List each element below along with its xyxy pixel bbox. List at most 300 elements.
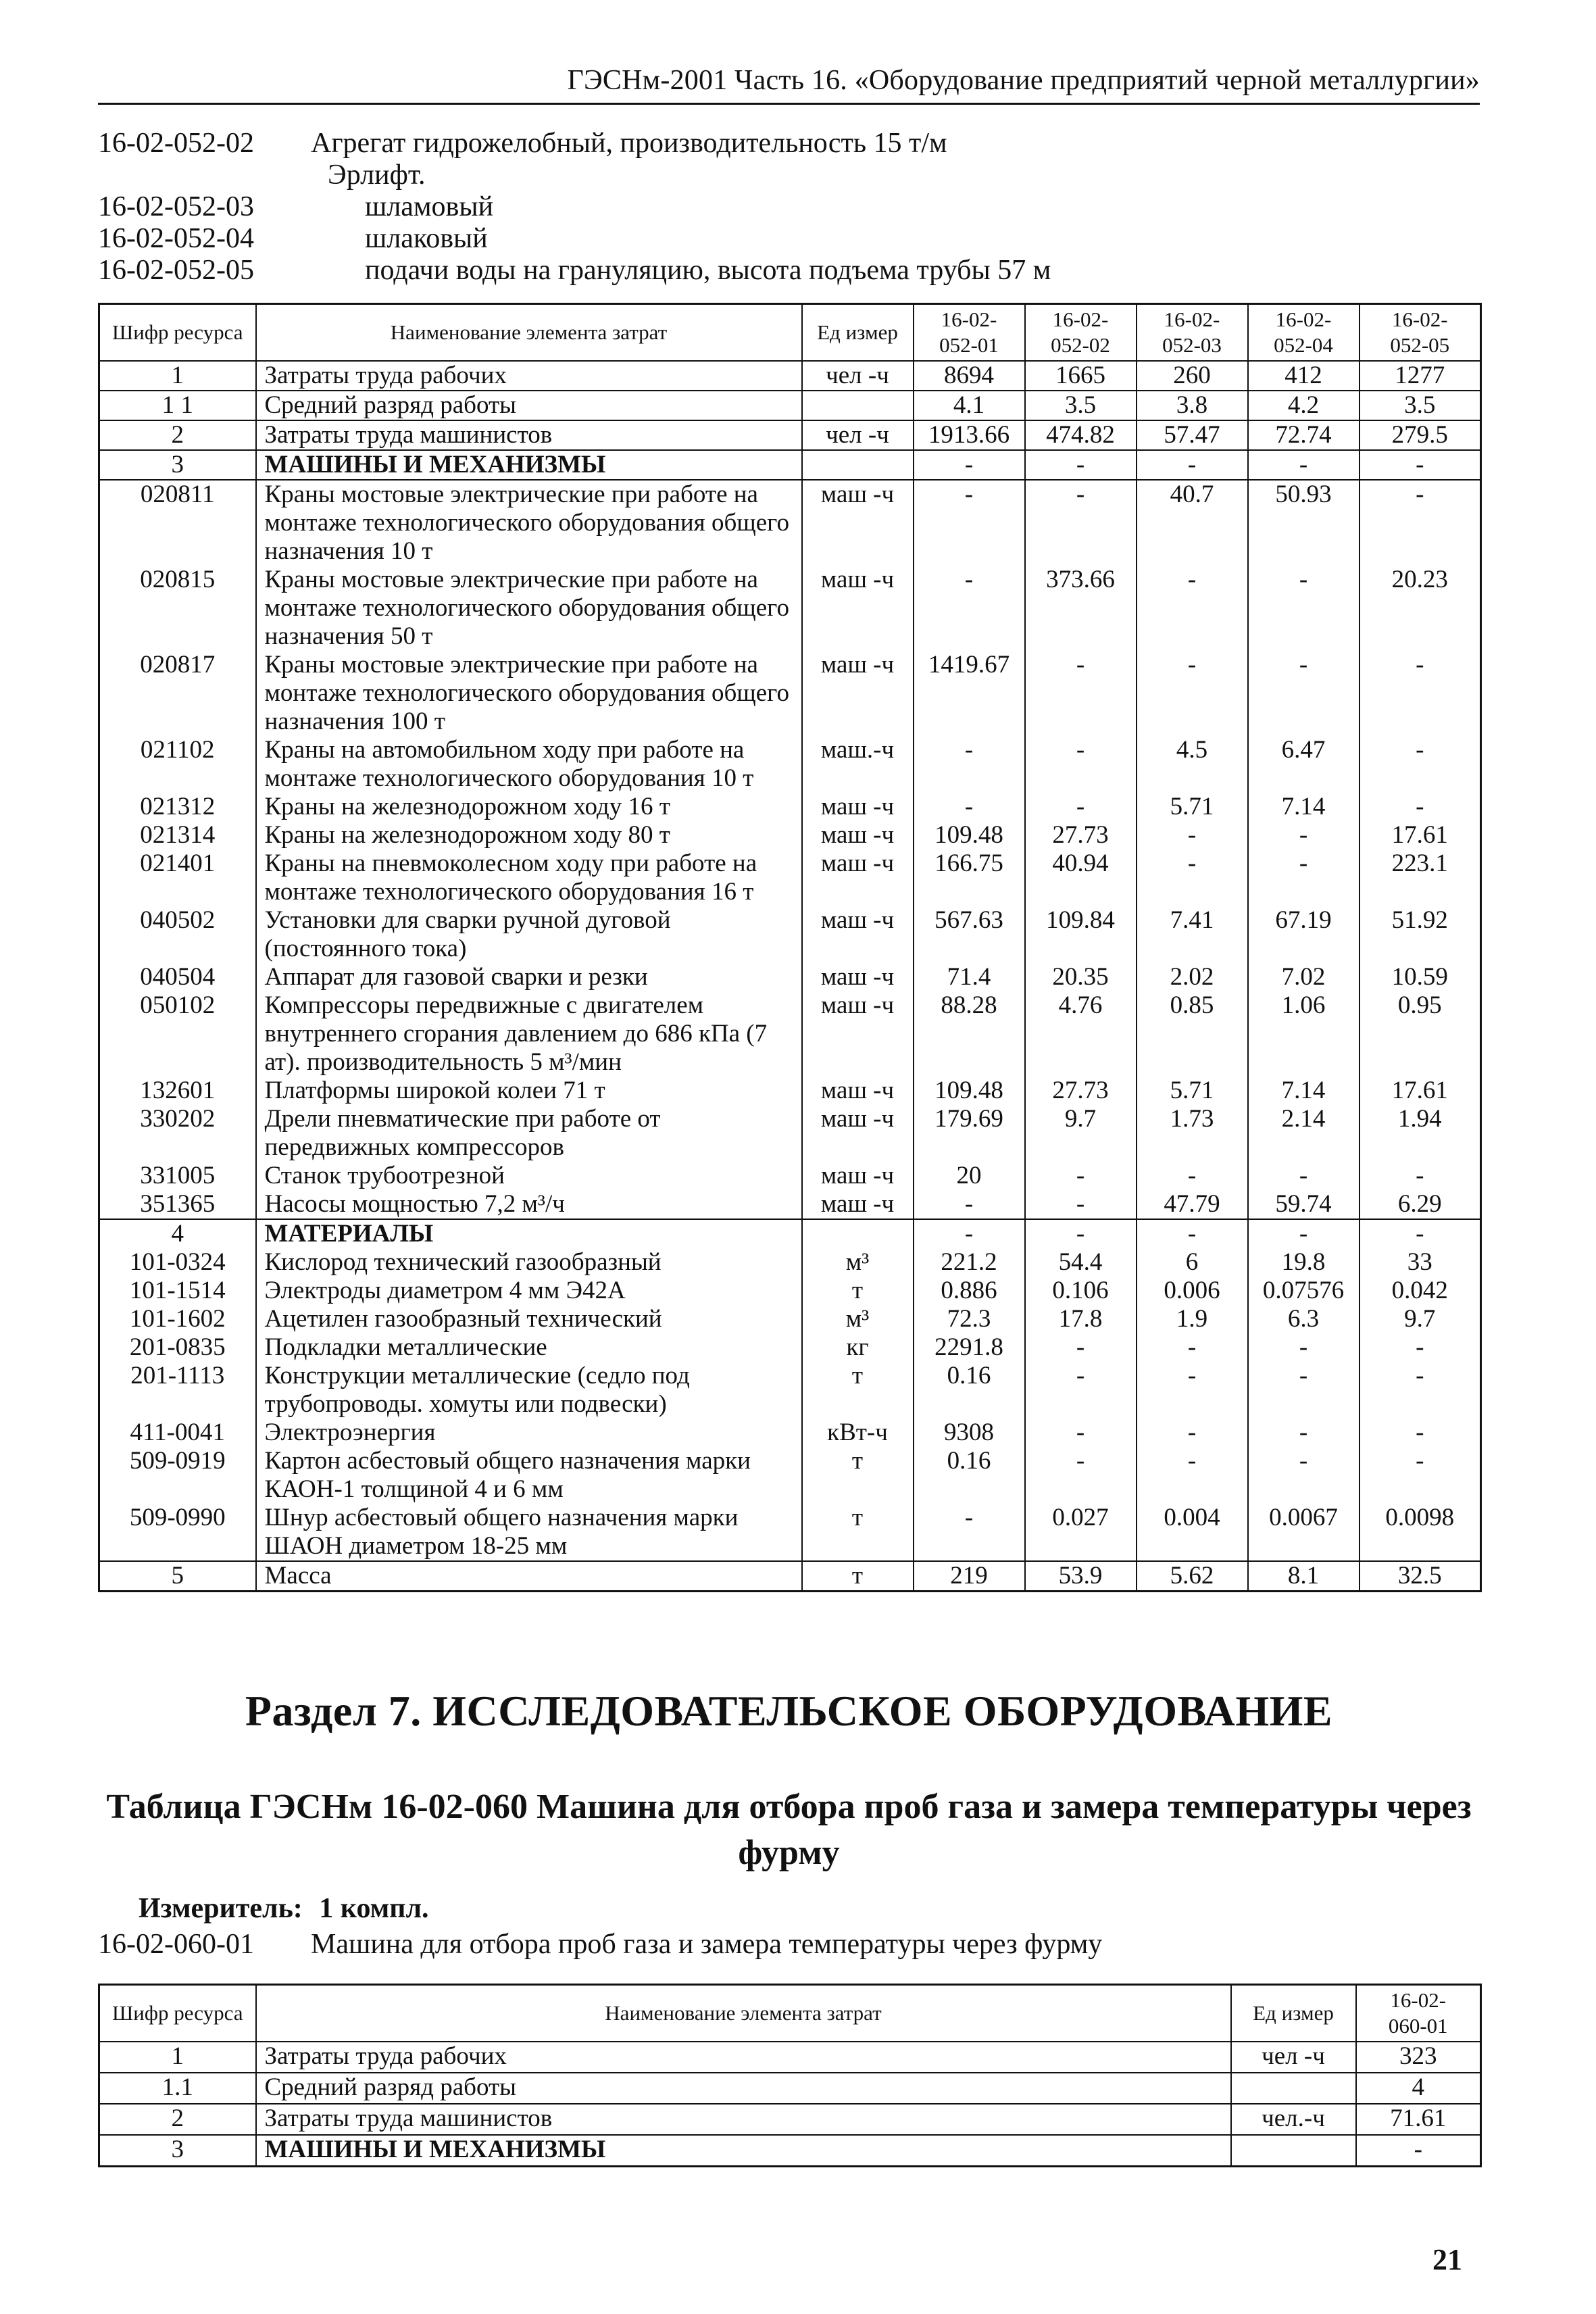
unit-cell: маш -ч [802,991,914,1077]
code-row-desc: подачи воды на грануляцию, высота подъема трубы 57 м [365,255,1051,286]
code-row-code: 16-02-052-05 [98,255,254,286]
value-cell: - [1025,1362,1137,1419]
resource-name-cell: Краны на железнодорожном ходу 16 т [256,793,802,821]
value-cell: 50.93 [1248,480,1360,566]
value-cell: - [914,1504,1025,1561]
value-cell: 7.41 [1137,906,1248,963]
value-cell: - [1025,480,1137,566]
value-cell: - [1360,736,1481,793]
value-cell: 40.94 [1025,850,1137,906]
value-cell: 323 [1356,2042,1481,2073]
value-cell: 567.63 [914,906,1025,963]
unit-cell: маш -ч [802,906,914,963]
value-cell: 412 [1248,361,1360,391]
value-cell: 166.75 [914,850,1025,906]
resource-name-cell: Краны на автомобильном ходу при работе на монтаже технологического оборудования 10 т [256,736,802,793]
table-row [99,1105,1481,1162]
unit-cell: кг [802,1333,914,1362]
table-row [99,2073,1481,2104]
value-cell: 19.8 [1248,1248,1360,1277]
value-cell: 0.95 [1360,991,1481,1077]
value-cell: - [1137,1162,1248,1190]
value-cell: - [1025,793,1137,821]
unit-cell: т [802,1447,914,1504]
table-header-cell: 16-02- 052-04 [1248,304,1360,362]
unit-cell: маш -ч [802,1190,914,1219]
value-cell: 4.76 [1025,991,1137,1077]
table-header-cell: 16-02- 052-03 [1137,304,1248,362]
value-cell: - [1248,1362,1360,1419]
value-cell: 51.92 [1360,906,1481,963]
value-cell: - [1025,1190,1137,1219]
table-header-cell: Наименование элемента затрат [256,1985,1231,2042]
value-cell: 20 [914,1162,1025,1190]
value-cell: 4.5 [1137,736,1248,793]
value-cell: - [1137,566,1248,651]
unit-cell: чел.-ч [1231,2104,1356,2135]
value-cell: - [1248,450,1360,480]
table-header-cell: 16-02- 052-02 [1025,304,1137,362]
value-cell: 109.48 [914,1077,1025,1105]
value-cell: 3.8 [1137,391,1248,420]
value-cell: - [1360,1419,1481,1447]
value-cell: - [1248,821,1360,850]
code-row-desc: Агрегат гидрожелобный, производительность 15 т/м [311,128,947,159]
table-row [99,1362,1481,1419]
unit-cell: чел -ч [1231,2042,1356,2073]
unit-cell: маш -ч [802,793,914,821]
table-title-line1: Таблица ГЭСНм 16-02-060 Машина для отбора проб газа и замера температуры через [106,1788,1472,1826]
table-title-line2: фурму [738,1833,840,1872]
value-cell: - [1360,450,1481,480]
value-cell: 279.5 [1360,420,1481,450]
value-cell: - [1360,1362,1481,1419]
table-row [99,651,1481,736]
resource-code-cell: 4 [99,1219,256,1248]
value-cell: 32.5 [1360,1561,1481,1592]
resource-name-cell: Затраты труда рабочих [256,361,802,391]
value-cell: 109.48 [914,821,1025,850]
resource-code-cell: 101-1602 [99,1305,256,1333]
value-cell: - [914,1219,1025,1248]
resource-code-cell: 201-0835 [99,1333,256,1362]
value-cell: 9.7 [1025,1105,1137,1162]
value-cell: 0.0098 [1360,1504,1481,1561]
code-row [98,254,1480,286]
unit-cell: м³ [802,1248,914,1277]
resource-name-cell: Насосы мощностью 7,2 м³/ч [256,1190,802,1219]
table-header-cell: 16-02- 052-05 [1360,304,1481,362]
value-cell: 6 [1137,1248,1248,1277]
value-cell: 474.82 [1025,420,1137,450]
resource-name-cell: Краны на железнодорожном ходу 80 т [256,821,802,850]
value-cell: 20.35 [1025,963,1137,991]
value-cell: 57.47 [1137,420,1248,450]
table-header-cell: Шифр ресурса [99,1985,256,2042]
resource-name-cell: Картон асбестовый общего назначения марки КАОН-1 толщиной 4 и 6 мм [256,1447,802,1504]
code-list [98,127,1480,286]
resource-name-cell: Затраты труда машинистов [256,2104,1231,2135]
unit-cell [802,391,914,420]
value-cell: - [1025,1219,1137,1248]
resource-code-cell: 132601 [99,1077,256,1105]
table-row [99,2104,1481,2135]
value-cell: 4 [1356,2073,1481,2104]
table-row [99,1333,1481,1362]
value-cell: 27.73 [1025,1077,1137,1105]
value-cell: 0.16 [914,1362,1025,1419]
value-cell: 10.59 [1360,963,1481,991]
resource-code-cell: 040504 [99,963,256,991]
resource-name-cell: Затраты труда рабочих [256,2042,1231,2073]
value-cell: 17.61 [1360,1077,1481,1105]
unit-cell [802,450,914,480]
table-row [99,566,1481,651]
resource-code-cell: 201-1113 [99,1362,256,1419]
resource-name-cell: Краны на пневмоколесном ходу при работе на монтаже технологического оборудования 16 т [256,850,802,906]
value-cell: 1419.67 [914,651,1025,736]
table-title [98,1784,1480,1876]
value-cell: - [1137,821,1248,850]
value-cell: 5.71 [1137,793,1248,821]
resource-code-cell: 330202 [99,1105,256,1162]
meter-desc: Машина для отбора проб газа и замера температуры через фурму [311,1929,1103,1960]
value-cell: 3.5 [1360,391,1481,420]
value-cell: - [1137,1419,1248,1447]
unit-cell: маш.-ч [802,736,914,793]
unit-cell: маш -ч [802,821,914,850]
resource-name-cell: Масса [256,1561,802,1592]
table-row [99,850,1481,906]
code-row-desc: шламовый [365,191,494,222]
value-cell: - [914,480,1025,566]
unit-cell: м³ [802,1305,914,1333]
value-cell: 59.74 [1248,1190,1360,1219]
resource-code-cell: 101-1514 [99,1277,256,1305]
resource-name-cell: Компрессоры передвижные с двигателем внутреннего сгорания давлением до 686 кПа (7 ат). производительность 5 м³/мин [256,991,802,1077]
unit-cell [802,1219,914,1248]
resource-table-060 [98,1984,1482,2167]
table-row [99,1277,1481,1305]
value-cell: 109.84 [1025,906,1137,963]
page-number: 21 [1432,2243,1462,2276]
unit-cell: маш -ч [802,566,914,651]
value-cell: 67.19 [1248,906,1360,963]
code-row-desc: шлаковый [365,223,488,254]
resource-code-cell: 1 1 [99,391,256,420]
value-cell: 3.5 [1025,391,1137,420]
table-row [99,1190,1481,1219]
value-cell: - [1360,1162,1481,1190]
resource-code-cell: 351365 [99,1190,256,1219]
value-cell: 6.3 [1248,1305,1360,1333]
value-cell: 0.0067 [1248,1504,1360,1561]
unit-cell: кВт-ч [802,1419,914,1447]
resource-code-cell: 021312 [99,793,256,821]
value-cell: - [1025,450,1137,480]
value-cell: 7.02 [1248,963,1360,991]
value-cell: - [1025,1333,1137,1362]
unit-cell: т [802,1277,914,1305]
table-row [99,2042,1481,2073]
resource-name-cell: Установки для сварки ручной дуговой (постоянного тока) [256,906,802,963]
unit-cell: маш -ч [802,1077,914,1105]
value-cell: 0.07576 [1248,1277,1360,1305]
table-row [99,1248,1481,1277]
resource-name-cell: Средний разряд работы [256,2073,1231,2104]
table-header-cell: 16-02- 052-01 [914,304,1025,362]
unit-cell: маш -ч [802,963,914,991]
code-row [98,222,1480,254]
table-row [99,736,1481,793]
resource-name-cell: Затраты труда машинистов [256,420,802,450]
value-cell: 88.28 [914,991,1025,1077]
value-cell: 53.9 [1025,1561,1137,1592]
value-cell: 219 [914,1561,1025,1592]
table-header-cell: Ед измер [802,304,914,362]
value-cell: 4.1 [914,391,1025,420]
table-header-cell: Шифр ресурса [99,304,256,362]
unit-cell [1231,2073,1356,2104]
resource-name-cell: Дрели пневматические при работе от передвижных компрессоров [256,1105,802,1162]
resource-name-cell: Конструкции металлические (седло под трубопроводы. хомуты или подвески) [256,1362,802,1419]
value-cell: - [1360,1447,1481,1504]
value-cell: - [914,450,1025,480]
value-cell: 27.73 [1025,821,1137,850]
value-cell: 7.14 [1248,793,1360,821]
value-cell: - [1025,736,1137,793]
value-cell: 40.7 [1137,480,1248,566]
value-cell: - [1248,1162,1360,1190]
value-cell: - [1360,651,1481,736]
resource-name-cell: Средний разряд работы [256,391,802,420]
resource-name-cell: Краны мостовые электрические при работе на монтаже технологического оборудования общего назначения 10 т [256,480,802,566]
resource-name-cell: Шнур асбестовый общего назначения марки ШАОН диаметром 18-25 мм [256,1504,802,1561]
table-row [99,1561,1481,1592]
value-cell: 1665 [1025,361,1137,391]
meter [139,1892,429,1925]
value-cell: 0.85 [1137,991,1248,1077]
value-cell: 260 [1137,361,1248,391]
value-cell: 4.2 [1248,391,1360,420]
value-cell: 0.027 [1025,1504,1137,1561]
value-cell: - [1025,1162,1137,1190]
resource-code-cell: 020817 [99,651,256,736]
value-cell: - [1137,1219,1248,1248]
resource-table-052 [98,303,1482,1592]
unit-cell: т [802,1362,914,1419]
code-row-desc: Эрлифт. [328,159,426,191]
value-cell: - [914,566,1025,651]
value-cell: 1.06 [1248,991,1360,1077]
value-cell: - [914,1190,1025,1219]
code-row [98,191,1480,222]
unit-cell: маш -ч [802,480,914,566]
code-row [98,159,1480,191]
value-cell: 72.3 [914,1305,1025,1333]
value-cell: 223.1 [1360,850,1481,906]
value-cell: 2.02 [1137,963,1248,991]
table-row [99,963,1481,991]
table-header-cell: Ед измер [1231,1985,1356,2042]
table-row [99,2135,1481,2167]
resource-code-cell: 050102 [99,991,256,1077]
table-row [99,1162,1481,1190]
resource-code-cell: 411-0041 [99,1419,256,1447]
value-cell: - [1360,1333,1481,1362]
unit-cell: чел -ч [802,361,914,391]
value-cell: - [1137,850,1248,906]
resource-name-cell: Кислород технический газообразный [256,1248,802,1277]
resource-code-cell: 3 [99,2135,256,2167]
value-cell: 0.106 [1025,1277,1137,1305]
value-cell: - [1248,1419,1360,1447]
value-cell: 9.7 [1360,1305,1481,1333]
resource-name-cell: МАТЕРИАЛЫ [256,1219,802,1248]
table-row [99,1504,1481,1561]
resource-name-cell: Краны мостовые электрические при работе на монтаже технологического оборудования общего назначения 100 т [256,651,802,736]
running-head: ГЭСНм-2001 Часть 16. «Оборудование предприятий черной металлургии» [567,65,1480,96]
value-cell: 2291.8 [914,1333,1025,1362]
value-cell: 5.71 [1137,1077,1248,1105]
table-row [99,450,1481,480]
value-cell: - [1248,1219,1360,1248]
value-cell: 8694 [914,361,1025,391]
value-cell: 71.4 [914,963,1025,991]
resource-name-cell: МАШИНЫ И МЕХАНИЗМЫ [256,450,802,480]
unit-cell: маш -ч [802,1162,914,1190]
unit-cell: чел -ч [802,420,914,450]
value-cell: 20.23 [1360,566,1481,651]
table-row [99,480,1481,566]
value-cell: 1.73 [1137,1105,1248,1162]
value-cell: 6.47 [1248,736,1360,793]
code-row-code: 16-02-052-04 [98,223,254,254]
resource-code-cell: 5 [99,1561,256,1592]
value-cell: - [1248,850,1360,906]
resource-code-cell: 1.1 [99,2073,256,2104]
value-cell: 179.69 [914,1105,1025,1162]
value-cell: 17.8 [1025,1305,1137,1333]
value-cell: 9308 [914,1419,1025,1447]
value-cell: 221.2 [914,1248,1025,1277]
table-row [99,361,1481,391]
resource-code-cell: 2 [99,420,256,450]
unit-cell: маш -ч [802,651,914,736]
unit-cell: маш -ч [802,850,914,906]
resource-name-cell: МАШИНЫ И МЕХАНИЗМЫ [256,2135,1231,2167]
value-cell: 1913.66 [914,420,1025,450]
value-cell: - [1025,1447,1137,1504]
resource-name-cell: Станок трубоотрезной [256,1162,802,1190]
value-cell: 0.886 [914,1277,1025,1305]
value-cell: 0.16 [914,1447,1025,1504]
resource-name-cell: Электроды диаметром 4 мм Э42А [256,1277,802,1305]
resource-code-cell: 1 [99,2042,256,2073]
value-cell: 1.94 [1360,1105,1481,1162]
value-cell: 5.62 [1137,1561,1248,1592]
value-cell: 33 [1360,1248,1481,1277]
table-row [99,991,1481,1077]
section-title: Раздел 7. ИССЛЕДОВАТЕЛЬСКОЕ ОБОРУДОВАНИЕ [245,1687,1333,1735]
value-cell: 1.9 [1137,1305,1248,1333]
table-row [99,1219,1481,1248]
table-row [99,1305,1481,1333]
value-cell: - [1360,480,1481,566]
value-cell: 7.14 [1248,1077,1360,1105]
value-cell: - [1248,651,1360,736]
table-row [99,1447,1481,1504]
code-row [98,127,1480,159]
resource-code-cell: 040502 [99,906,256,963]
value-cell: - [1137,1333,1248,1362]
table-row [99,1419,1481,1447]
meter-label: Измеритель: [139,1893,303,1924]
unit-cell: маш -ч [802,1105,914,1162]
resource-code-cell: 3 [99,450,256,480]
resource-code-cell: 1 [99,361,256,391]
resource-code-cell: 021102 [99,736,256,793]
resource-code-cell: 020815 [99,566,256,651]
value-cell: 6.29 [1360,1190,1481,1219]
resource-code-cell: 331005 [99,1162,256,1190]
table-header-cell: 16-02- 060-01 [1356,1985,1481,2042]
resource-name-cell: Краны мостовые электрические при работе на монтаже технологического оборудования общего назначения 50 т [256,566,802,651]
value-cell: 2.14 [1248,1105,1360,1162]
value-cell: 8.1 [1248,1561,1360,1592]
value-cell: - [1248,1447,1360,1504]
value-cell: - [1137,450,1248,480]
meter-code: 16-02-060-01 [98,1929,254,1960]
resource-name-cell: Платформы широкой колеи 71 т [256,1077,802,1105]
value-cell: - [914,793,1025,821]
table-row [99,906,1481,963]
value-cell: - [914,736,1025,793]
value-cell: 71.61 [1356,2104,1481,2135]
resource-code-cell: 021401 [99,850,256,906]
value-cell: - [1360,793,1481,821]
value-cell: 0.006 [1137,1277,1248,1305]
code-row-code: 16-02-052-03 [98,191,254,222]
value-cell: - [1248,566,1360,651]
value-cell: - [1356,2135,1481,2167]
value-cell: - [1025,1419,1137,1447]
value-cell: - [1360,1219,1481,1248]
resource-code-cell: 021314 [99,821,256,850]
resource-code-cell: 020811 [99,480,256,566]
unit-cell: т [802,1504,914,1561]
unit-cell: т [802,1561,914,1592]
resource-code-cell: 509-0990 [99,1504,256,1561]
value-cell: 47.79 [1137,1190,1248,1219]
resource-name-cell: Ацетилен газообразный технический [256,1305,802,1333]
resource-name-cell: Аппарат для газовой сварки и резки [256,963,802,991]
resource-code-cell: 101-0324 [99,1248,256,1277]
value-cell: 373.66 [1025,566,1137,651]
value-cell: 0.004 [1137,1504,1248,1561]
table-header-cell: Наименование элемента затрат [256,304,802,362]
resource-name-cell: Подкладки металлические [256,1333,802,1362]
value-cell: - [1137,1362,1248,1419]
resource-code-cell: 2 [99,2104,256,2135]
value-cell: - [1025,651,1137,736]
table-row [99,391,1481,420]
value-cell: 54.4 [1025,1248,1137,1277]
value-cell: 0.042 [1360,1277,1481,1305]
resource-name-cell: Электроэнергия [256,1419,802,1447]
value-cell: - [1137,651,1248,736]
table-row [99,793,1481,821]
